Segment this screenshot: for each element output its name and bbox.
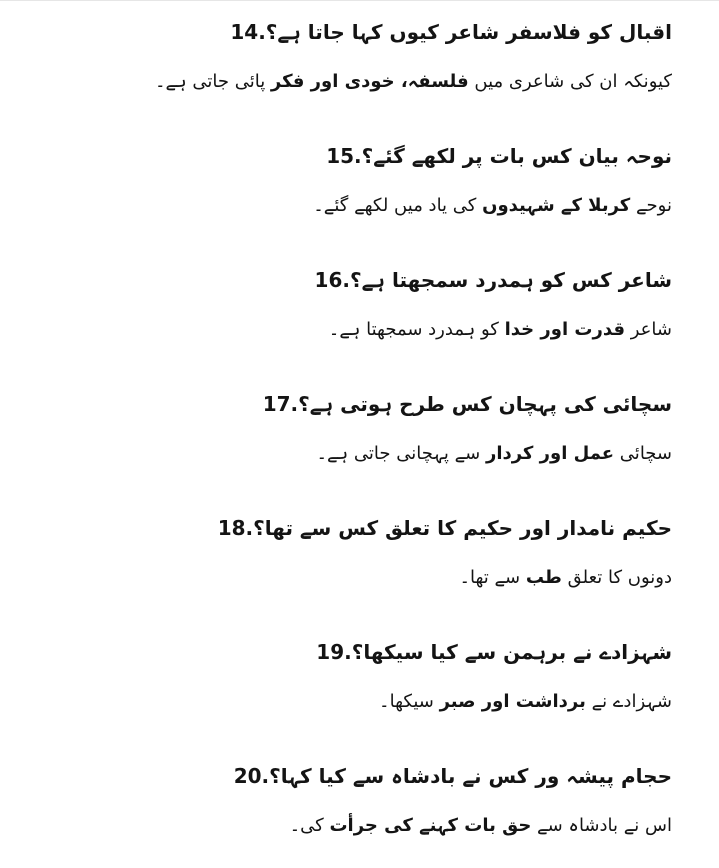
answer-line <box>24 684 672 720</box>
answer-keyword: کربلا کے شہیدوں <box>482 195 631 216</box>
answer-text: نوحے <box>630 195 672 216</box>
answer-text: پائی جاتی ہے۔ <box>154 71 271 92</box>
answer-line <box>24 188 672 224</box>
question-text: شاعر کس کو ہمدرد سمجھتا ہے؟ <box>349 268 672 292</box>
qa-item-17 <box>24 372 672 496</box>
answer-keyword: حق بات کہنے کی جرأت <box>329 815 532 836</box>
answer-text: سچائی <box>614 443 672 464</box>
answer-line <box>24 436 672 472</box>
answer-text: دونوں کا تعلق <box>561 567 672 588</box>
question-text: شہزادے نے برہمن سے کیا سیکھا؟ <box>351 640 672 664</box>
question-text: نوحہ بیان کس بات پر لکھے گئے؟ <box>361 144 672 168</box>
question-text: حجام پیشہ ور کس نے بادشاہ سے کیا کہا؟ <box>269 764 672 788</box>
question-number: 16. <box>314 268 350 292</box>
question-line <box>24 510 672 546</box>
answer-line <box>24 312 672 348</box>
question-number: 18. <box>217 516 254 540</box>
question-number: 20. <box>233 764 270 788</box>
question-text: حکیم نامدار اور حکیم کا تعلق کس سے تھا؟ <box>253 516 672 540</box>
question-number: 14. <box>230 20 266 44</box>
answer-keyword: قدرت اور خدا <box>504 319 626 340</box>
question-line <box>24 758 672 794</box>
qa-item-19 <box>24 620 672 744</box>
answer-text: شہزادے نے <box>585 691 672 712</box>
answer-text: کی یاد میں لکھے گئے۔ <box>313 195 483 216</box>
answer-keyword: فلسفہ، خودی اور فکر <box>270 71 469 92</box>
question-line <box>24 634 672 670</box>
answer-text: سے پہچانی جاتی ہے۔ <box>316 443 486 464</box>
question-text: اقبال کو فلاسفر شاعر کیوں کہا جاتا ہے؟ <box>265 20 672 44</box>
question-number: 15. <box>326 144 362 168</box>
qa-item-20 <box>24 744 672 868</box>
answer-text: سے تھا۔ <box>459 567 526 588</box>
question-answer-list <box>24 0 672 868</box>
answer-line <box>24 64 672 100</box>
answer-text: کیونکہ ان کی شاعری میں <box>468 71 672 92</box>
answer-text: کو ہمدرد سمجھتا ہے۔ <box>328 319 505 340</box>
question-number: 19. <box>316 640 352 664</box>
question-number: 17. <box>262 392 299 416</box>
answer-text: اس نے بادشاہ سے <box>531 815 672 836</box>
answer-text: سیکھا۔ <box>379 691 440 712</box>
answer-keyword: طب <box>525 567 562 588</box>
question-text: سچائی کی پہچان کس طرح ہوتی ہے؟ <box>298 392 672 416</box>
answer-line <box>24 560 672 596</box>
answer-text: شاعر <box>625 319 672 340</box>
answer-keyword: برداشت اور صبر <box>439 691 586 712</box>
answer-keyword: عمل اور کردار <box>485 443 615 464</box>
answer-text: کی۔ <box>289 815 330 836</box>
answer-line <box>24 808 672 844</box>
qa-item-16 <box>24 248 672 372</box>
question-line <box>24 14 672 50</box>
qa-item-14 <box>24 0 672 124</box>
qa-item-15 <box>24 124 672 248</box>
question-line <box>24 262 672 298</box>
qa-item-18 <box>24 496 672 620</box>
question-line <box>24 386 672 422</box>
question-line <box>24 138 672 174</box>
